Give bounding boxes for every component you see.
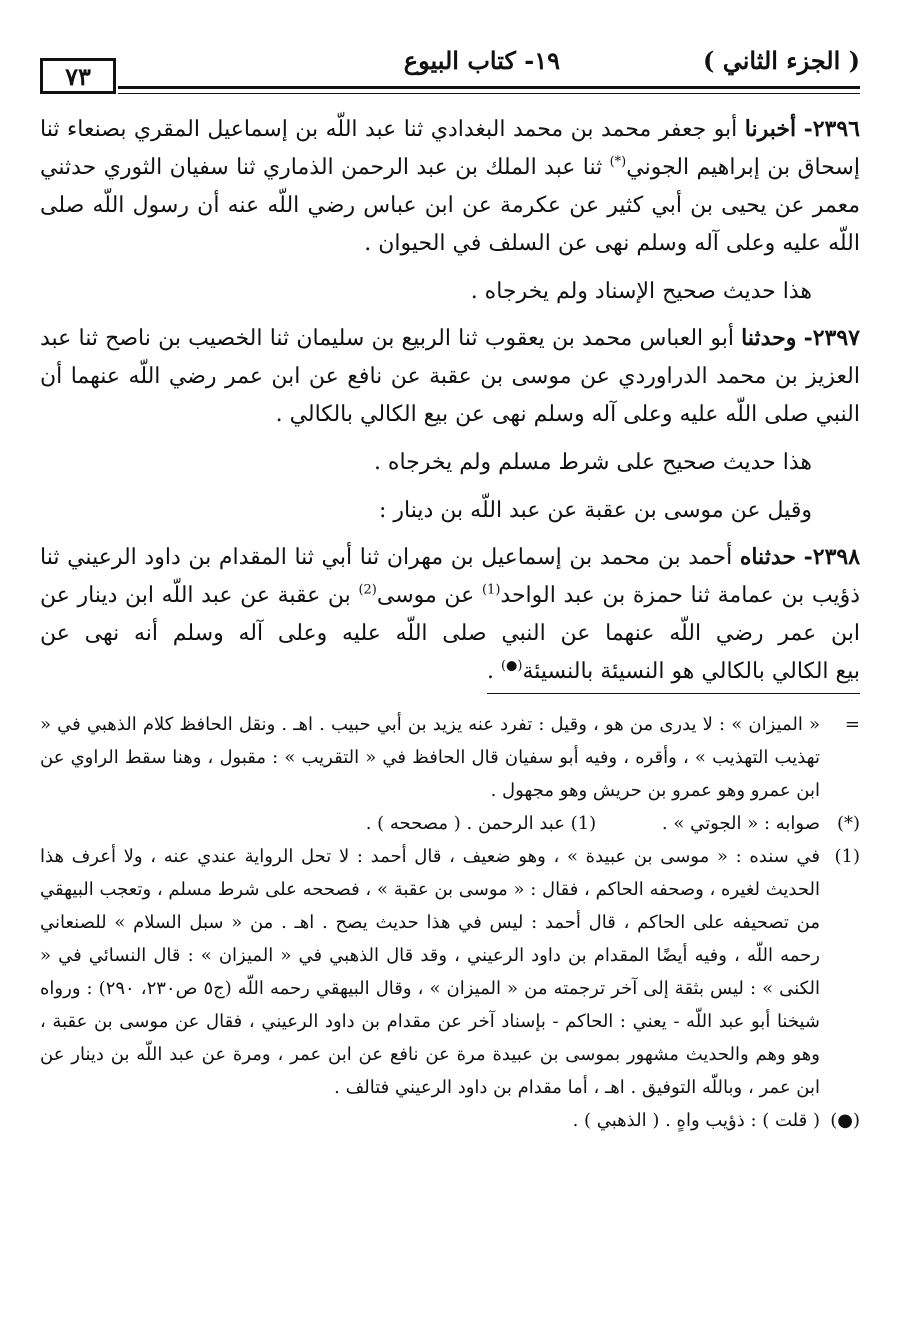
page-number-box <box>40 58 116 94</box>
footnote-text: صوابه : « الجوتي » . <box>661 813 820 834</box>
footnote-marker: (*) <box>836 813 860 834</box>
hadith-number: ٢٣٩٦- <box>803 116 860 142</box>
hadith-number: ٢٣٩٧- <box>803 325 860 351</box>
hadith-text: بيع الكالي بالكالي هو النسيئة بالنسيئة <box>522 659 860 684</box>
volume-title: ( الجزء الثاني ) <box>703 46 860 75</box>
hadith-text: أبو العباس محمد بن يعقوب ثنا الربيع بن سليمان ثنا الخصيب بن ناصح ثنا عبد العزيز بن محمد الدراوردي عن موسى بن عقبة عن نافع عن ابن عمر رضي اللّه عنهما أن النبي صلى اللّه عليه وعلى آله وسلم نهى عن بيع الكالي بالكالي . <box>40 326 860 427</box>
footnote-ref: (1) <box>481 582 501 598</box>
footnote-text: ( قلت ) : ذؤيب واهٍ . ( الذهبي ) . <box>572 1110 820 1131</box>
hadith-lead-word: حدثناه <box>739 544 796 570</box>
footnote <box>40 807 860 840</box>
footnote-marker: (1) <box>834 846 860 867</box>
hadith-text: أحمد بن محمد بن إسماعيل بن مهران ثنا أبي ثنا المقدام بن داود الرعيني ثنا ذؤيب بن عمامة ثنا حمزة بن عبد الواحد <box>40 545 861 608</box>
header-rule-thin <box>118 93 860 94</box>
hadith-grading: هذا حديث صحيح الإسناد ولم يخرجاه . <box>470 279 812 304</box>
header-rule-thick <box>118 86 860 89</box>
footnote <box>40 840 860 1104</box>
book-page <box>40 40 860 1300</box>
hadith-end-mark: . <box>486 659 494 684</box>
hadith-2396 <box>40 110 860 263</box>
hadith-last-line <box>487 653 860 694</box>
hadith-grading: هذا حديث صحيح على شرط مسلم ولم يخرجاه . <box>373 450 812 475</box>
footnote-ref: (2) <box>358 582 377 598</box>
page-header <box>40 40 860 102</box>
footnote <box>40 708 860 807</box>
footnotes <box>40 708 860 1137</box>
page-number: ٧٣ <box>65 61 91 91</box>
hadith-lead-word: وحدثنا <box>741 325 797 351</box>
hadith-lead-word: أخبرنا <box>744 116 797 142</box>
hadith-number: ٢٣٩٨- <box>803 544 861 570</box>
hadith-note: وقيل عن موسى بن عقبة عن عبد اللّه بن دينار : <box>379 498 812 523</box>
footnote-text-row <box>40 807 820 840</box>
footnote-text: « الميزان » : لا يدرى من هو ، وقيل : تفرد عنه يزيد بن أبي حبيب . اهـ . ونقل الحافظ كلام الذهبي في « تهذيب التهذيب » ، وأقره ، وفيه أبو سفيان قال الحافظ في « التقريب » : مقبول ، وهنا سقط الراوي عن ابن عمرو وهو عمرو بن حريش وهو مجهول . <box>40 714 820 801</box>
hadith-2398 <box>40 538 860 694</box>
footnote-text: في سنده : « موسى بن عبيدة » ، وهو ضعيف ، قال أحمد : لا تحل الرواية عندي عنه ، ولا أعرف هذا الحديث لغيره ، وصحفه الحاكم ، فقال : « موسى بن عقبة » ، فصححه على شرط مسلم ، وتعجب البيهقي من تصحيفه على الحاكم ، قال أحمد : ليس في هذا حديث يصح . اهـ . من « سبل السلام » للصنعاني رحمه اللّه ، وفيه أيضًا المقدام بن داود الرعيني ، وقد قال الذهبي في « الميزان » : قال النسائي في « الكنى » : ليس بثقة إلى آخر ترجمته من « الميزان » ، وقال البيهقي رحمه اللّه (ج٥ ص٢٣٠، ٢٩٠) : ورواه شيخنا أبو عبد اللّه - يعني : الحاكم - بإسناد آخر عن مقدام بن داود الرعيني ، فقال عن موسى بن عقبة ، وهو وهم والحديث مشهور بموسى بن عبيدة مرة عن نافع عن ابن عمر ، ومرة عن عبد اللّه بن دينار عن ابن عمر ، وباللّه التوفيق . اهـ ، أما مقدام بن داود الرعيني فتالف . <box>40 846 821 1098</box>
main-text <box>40 110 860 694</box>
hadith-text-continued: ثنا عبد الملك بن عبد الرحمن الذماري ثنا سفيان الثوري حدثني معمر عن يحيى بن أبي كثير عن عكرمة عن ابن عباس رضي اللّه عنه أن رسول اللّه صلى اللّه عليه وعلى آله وسلم نهى عن السلف في الحيوان . <box>40 155 860 256</box>
footnote-marker: (●) <box>830 1110 860 1131</box>
hadith-text: عن موسى <box>376 583 475 608</box>
footnote <box>40 1104 860 1137</box>
hadith-text: بن عقبة عن عبد اللّه ابن دينار عن ابن عمر رضي اللّه عنهما عن النبي صلى اللّه عليه وعلى آله وسلم أنه نهى عن <box>40 583 860 646</box>
book-title: ١٩- كتاب البيوع <box>403 46 560 75</box>
footnote-ref: (*) <box>609 154 627 170</box>
hadith-text: أبو جعفر محمد بن محمد البغدادي ثنا عبد اللّه بن إسماعيل المقري بصنعاء ثنا إسحاق بن إبراهيم الجوني <box>40 117 860 180</box>
footnote-marker: = <box>844 714 860 735</box>
footnote-ref: (●) <box>500 658 523 674</box>
hadith-2397 <box>40 319 860 434</box>
footnote-text: (1) عبد الرحمن . ( مصححه ) . <box>365 813 597 834</box>
